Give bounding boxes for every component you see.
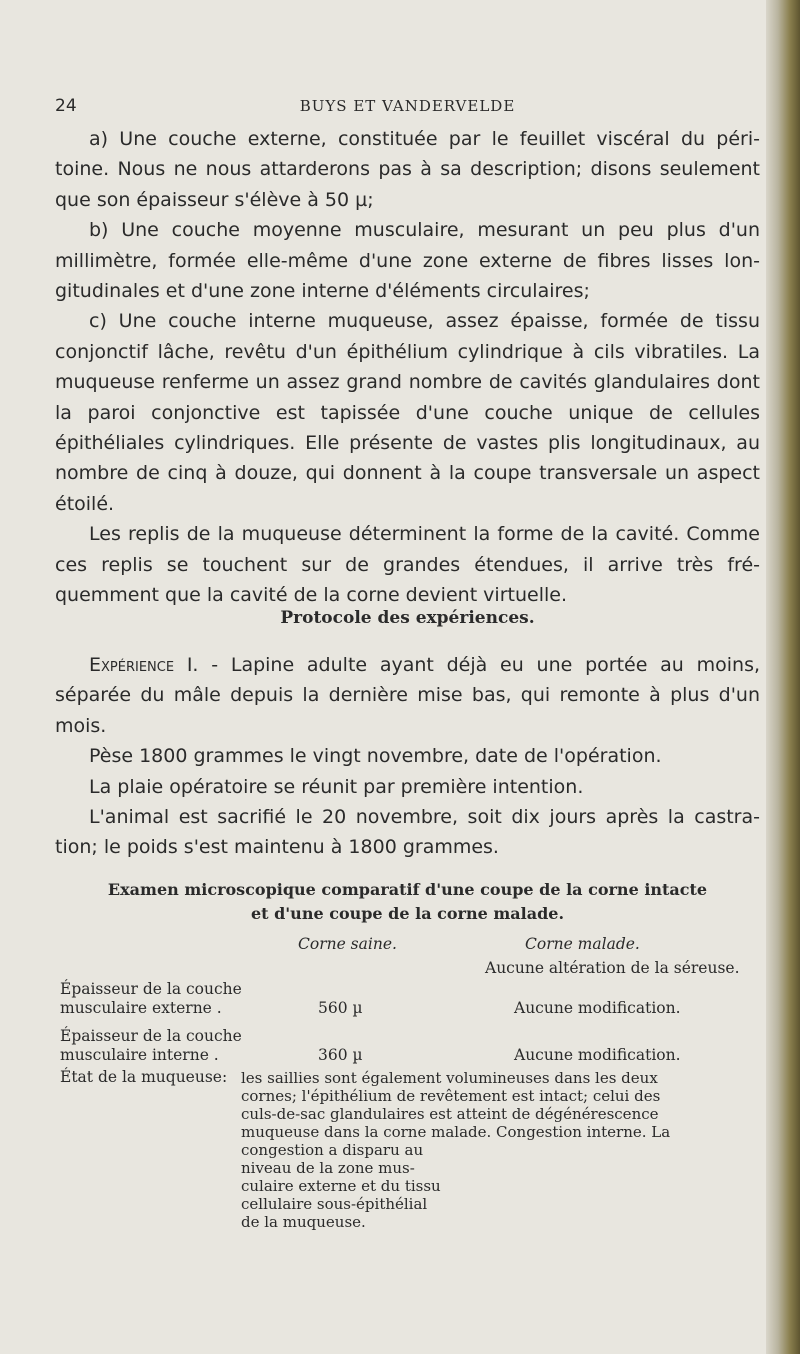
experiment-p3: La plaie opératoire se réunit par première intention. [89, 775, 584, 798]
mucosa-line: de la muqueuse. [241, 1213, 366, 1231]
paragraph-b: b) Une couche moyenne musculaire, mesurant un peu plus d'un millimètre, formée elle-même d'une zone externe de fibres lisses lon- gitudinales et d'une zone interne d'éléments circulaires; [55, 219, 760, 303]
mucosa-line: niveau de la zone mus- [241, 1159, 415, 1177]
exam-title-line2: et d'une coupe de la corne malade. [250, 904, 565, 923]
mucosa-line: culs-de-sac glandulaires est atteint de dégénérescence [241, 1105, 659, 1123]
page-header [55, 96, 760, 120]
mucosa-description [241, 1069, 761, 1231]
exam-title-line1: Examen microscopique comparatif d'une coupe de la corne intacte [107, 880, 708, 899]
mucosa-line: les saillies sont également volumineuses dans les deux [241, 1069, 658, 1087]
running-title: BUYS ET VANDERVELDE [299, 97, 516, 115]
row-value-internal-sick: Aucune modification. [514, 1046, 681, 1064]
experiment-p2: Pèse 1800 grammes le vingt novembre, date de l'opération. [89, 745, 662, 768]
row-value-external-sick: Aucune modification. [514, 999, 681, 1017]
row-label-internal-2: musculaire interne . [60, 1046, 219, 1064]
page-number: 24 [55, 96, 77, 116]
col-header-healthy: Corne saine. [298, 935, 397, 953]
paragraph-replis: Les replis de la muqueuse déterminent la forme de la cavité. Comme ces replis se touchent sur de grandes étendues, il arrive très fré- quemment que la cavité de la corne devient virtuelle. [55, 523, 760, 607]
mucosa-line: cornes; l'épithélium de revêtement est intact; celui des [241, 1087, 661, 1105]
row-label-internal-1: Épaisseur de la couche [60, 1027, 242, 1045]
row-label-external-2: musculaire externe . [60, 999, 222, 1017]
intro-text [55, 124, 760, 611]
experiment-dash: - [198, 654, 231, 676]
experiment-label: Expérience I. [89, 654, 199, 676]
exam-title [55, 878, 760, 926]
mucosa-line: muqueuse dans la corne malade. Congestion interne. La [241, 1123, 671, 1141]
experiment-p1: Lapine adulte ayant déjà eu une portée au moins, séparée du mâle depuis la dernière mise bas, qui remonte à plus d'un mois. [55, 654, 761, 737]
mucosa-line: culaire externe et du tissu [241, 1177, 441, 1195]
mucosa-label: État de la muqueuse: [60, 1068, 228, 1086]
col-header-sick: Corne malade. [525, 935, 640, 953]
paragraph-a: a) Une couche externe, constituée par le feuillet viscéral du péri- toine. Nous ne nous attarderons pas à sa description; disons seulement que son épaisseur s'élève à 50 µ; [55, 128, 760, 211]
experiment-p4: L'animal est sacrifié le 20 novembre, soit dix jours après la castra- tion; le poids s'est maintenu à 1800 grammes. [55, 806, 760, 859]
page-edge-shadow [766, 0, 800, 1354]
row-value-external-healthy: 560 µ [318, 999, 363, 1017]
serosa-note: Aucune altération de la séreuse. [485, 959, 740, 977]
experiment-intro [55, 650, 760, 741]
mucosa-line: cellulaire sous-épithélial [241, 1195, 428, 1213]
section-title: Protocole des expériences. [280, 608, 535, 628]
experiment-text [55, 650, 760, 863]
mucosa-line: congestion a disparu au [241, 1141, 424, 1159]
row-label-external-1: Épaisseur de la couche [60, 980, 242, 998]
paragraph-c: c) Une couche interne muqueuse, assez épaisse, formée de tissu conjonctif lâche, revêtu d'un épithélium cylindrique à cils vibratiles. La muqueuse renferme un assez grand nombre de cavités glandulaires dont la paroi conjonctive est tapissée d'une couche unique de cellules épithéliales cylindriques. Elle présente de vastes plis longitudinaux, au nombre de cinq à douze, qui donnent à la coupe transversale un aspect étoilé. [55, 310, 760, 515]
row-value-internal-healthy: 360 µ [318, 1046, 363, 1064]
